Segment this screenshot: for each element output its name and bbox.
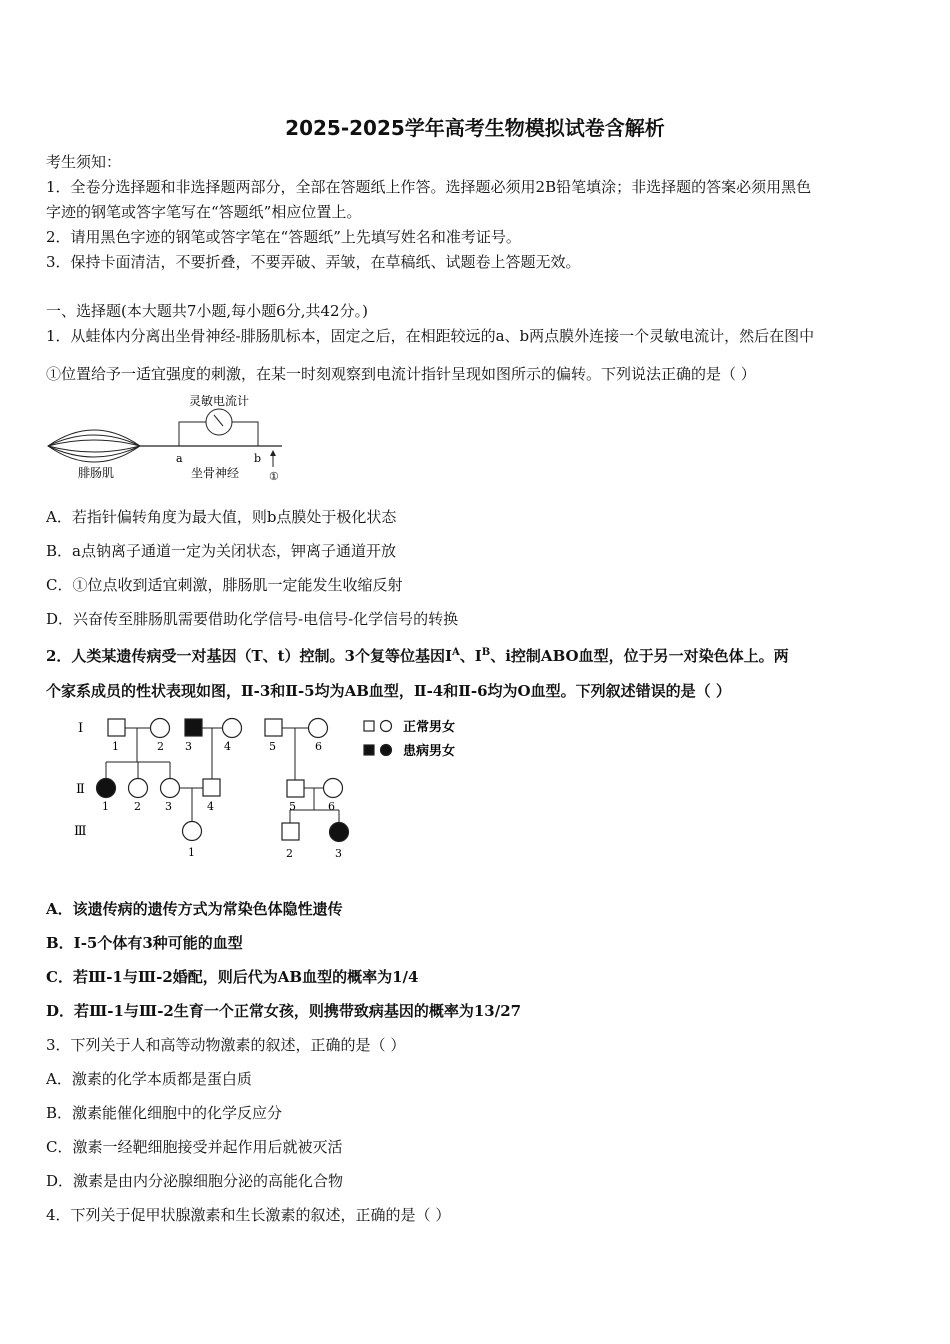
notice-heading: 考生须知： bbox=[46, 153, 122, 171]
gen1-female-2 bbox=[151, 719, 170, 738]
pedigree-symbols bbox=[97, 719, 392, 842]
svg-text:1: 1 bbox=[188, 846, 195, 859]
q3-option-a: A．激素的化学本质都是蛋白质 bbox=[46, 1070, 252, 1088]
q1-nerve-muscle-figure bbox=[44, 390, 294, 486]
generation-2-label: Ⅱ bbox=[76, 782, 85, 797]
q1-stem-line2: ①位置给予一适宜强度的刺激，在某一时刻观察到电流计指针呈现如图所示的偏转。下列说法正确的是（ ） bbox=[46, 365, 756, 383]
svg-text:5: 5 bbox=[269, 740, 276, 753]
legend-affected-female bbox=[381, 745, 392, 756]
gen2-female-2 bbox=[129, 779, 148, 798]
svg-text:5: 5 bbox=[289, 800, 296, 813]
svg-text:2: 2 bbox=[134, 800, 141, 813]
q1-stem-line1: 1．从蛙体内分离出坐骨神经-腓肠肌标本，固定之后，在相距较远的a、b两点膜外连接一个灵敏电流计，然后在图中 bbox=[46, 327, 815, 345]
legend-affected-label: 患病男女 bbox=[403, 744, 456, 759]
gen3-affected-female-3 bbox=[330, 823, 349, 842]
q3-option-c: C．激素一经靶细胞接受并起作用后就被灭活 bbox=[46, 1138, 343, 1156]
gen3-female-1 bbox=[183, 822, 202, 841]
q2-option-b: B．Ⅰ-5个体有3种可能的血型 bbox=[46, 934, 243, 952]
gastrocnemius-muscle bbox=[48, 430, 140, 462]
stimulus-arrowhead bbox=[270, 450, 276, 456]
gen2-male-4 bbox=[203, 779, 220, 796]
meter-label: 灵敏电流计 bbox=[189, 394, 250, 408]
q2-option-c: C．若Ⅲ-1与Ⅲ-2婚配，则后代为AB血型的概率为1/4 bbox=[46, 968, 419, 986]
q1-option-d: D．兴奋传至腓肠肌需要借助化学信号-电信号-化学信号的转换 bbox=[46, 610, 459, 628]
q2-stem-line1: 2．人类某遗传病受一对基因（T、t）控制。3个复等位基因Ⅰ$^A$、Ⅰ$^B$、i控制ABO血型，位于另一对染色体上。两 bbox=[46, 647, 789, 665]
gen3-male-2 bbox=[282, 823, 299, 840]
gen2-female-6 bbox=[324, 779, 343, 798]
q1-option-a: A．若指针偏转角度为最大值，则b点膜处于极化状态 bbox=[46, 508, 397, 526]
gen2-female-3 bbox=[161, 779, 180, 798]
stimulus-label: ① bbox=[269, 470, 279, 483]
svg-text:6: 6 bbox=[315, 740, 322, 753]
svg-text:3: 3 bbox=[185, 740, 192, 753]
q1-option-b: B．a点钠离子通道一定为关闭状态，钾离子通道开放 bbox=[46, 542, 396, 560]
gen1-male-5 bbox=[265, 719, 282, 736]
q4-stem: 4．下列关于促甲状腺激素和生长激素的叙述，正确的是（ ） bbox=[46, 1206, 451, 1224]
svg-text:1: 1 bbox=[102, 800, 109, 813]
q2-stem-line2: 个家系成员的性状表现如图，Ⅱ-3和Ⅱ-5均为AB血型，Ⅱ-4和Ⅱ-6均为O血型。下列叙述错误的是（ ） bbox=[46, 682, 731, 700]
notice-item-1: 1．全卷分选择题和非选择题两部分，全部在答题纸上作答。选择题必须用2B铅笔填涂；非选择题的答案必须用黑色 bbox=[46, 178, 812, 196]
q2-option-d: D．若Ⅲ-1与Ⅲ-2生育一个正常女孩，则携带致病基因的概率为13/27 bbox=[46, 1002, 522, 1020]
muscle-label: 腓肠肌 bbox=[78, 466, 115, 480]
legend-normal-label: 正常男女 bbox=[403, 720, 456, 735]
generation-3-label: Ⅲ bbox=[74, 824, 87, 839]
gen1-affected-male-3 bbox=[185, 719, 202, 736]
svg-text:4: 4 bbox=[224, 740, 231, 753]
gen2-affected-female-1 bbox=[97, 779, 116, 798]
notice-item-2: 2．请用黑色字迹的钢笔或答字笔在“答题纸”上先填写姓名和准考证号。 bbox=[46, 228, 521, 246]
legend-normal-male bbox=[364, 721, 374, 731]
notice-item-1-cont: 字迹的钢笔或答字笔写在“答题纸”相应位置上。 bbox=[46, 203, 362, 221]
gen1-female-6 bbox=[309, 719, 328, 738]
legend-affected-male bbox=[364, 745, 374, 755]
gen1-female-4 bbox=[223, 719, 242, 738]
gen2-male-5 bbox=[287, 780, 304, 797]
q2-option-a: A．该遗传病的遗传方式为常染色体隐性遗传 bbox=[46, 900, 343, 918]
gen1-male-1 bbox=[108, 719, 125, 736]
q3-stem: 3．下列关于人和高等动物激素的叙述，正确的是（ ） bbox=[46, 1036, 406, 1054]
q3-option-b: B．激素能催化细胞中的化学反应分 bbox=[46, 1104, 283, 1122]
svg-text:3: 3 bbox=[335, 847, 342, 860]
section-heading: 一、选择题(本大题共7小题,每小题6分,共42分。) bbox=[46, 302, 368, 320]
svg-text:4: 4 bbox=[207, 800, 214, 813]
svg-text:3: 3 bbox=[165, 800, 172, 813]
generation-1-label: Ⅰ bbox=[78, 721, 84, 736]
point-b-label: b bbox=[254, 452, 262, 465]
svg-text:2: 2 bbox=[157, 740, 164, 753]
page-title: 2025-2025学年高考生物模拟试卷含解析 bbox=[285, 116, 665, 140]
point-a-label: a bbox=[176, 452, 183, 465]
legend-normal-female bbox=[381, 721, 392, 732]
galvanometer-dial bbox=[206, 409, 232, 435]
svg-text:1: 1 bbox=[112, 740, 119, 753]
notice-item-3: 3．保持卡面清洁，不要折叠，不要弄破、弄皱，在草稿纸、试题卷上答题无效。 bbox=[46, 253, 581, 271]
pedigree-numbers bbox=[102, 740, 342, 860]
nerve-label: 坐骨神经 bbox=[191, 466, 240, 480]
q3-option-d: D．激素是由内分泌腺细胞分泌的高能化合物 bbox=[46, 1172, 344, 1190]
q1-option-c: C．①位点收到适宜刺激，腓肠肌一定能发生收缩反射 bbox=[46, 576, 403, 594]
svg-text:6: 6 bbox=[328, 800, 335, 813]
q2-pedigree-figure bbox=[64, 708, 484, 868]
svg-text:2: 2 bbox=[286, 847, 293, 860]
